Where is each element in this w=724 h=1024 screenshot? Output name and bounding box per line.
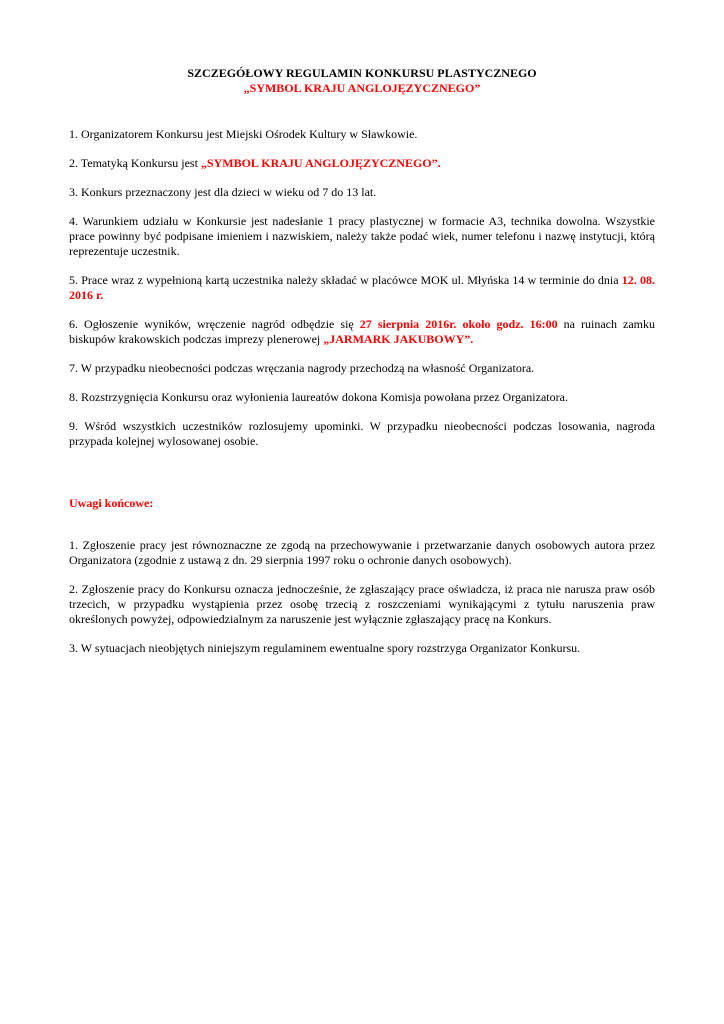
rule-6-event: „JARMARK JAKUBOWY”.: [323, 332, 474, 346]
final-note-3: 3. W sytuacjach nieobjętych niniejszym regulaminem ewentualne spory rozstrzyga Organizator Konkursu.: [69, 641, 581, 655]
document-subtitle: „SYMBOL KRAJU ANGLOJĘZYCZNEGO”: [243, 81, 481, 95]
rule-5-deadline: 12. 08. 2016 r.: [69, 273, 656, 302]
rule-4: 4. Warunkiem udziału w Konkursie jest nadesłanie 1 pracy plastycznej w formacie A3, technika dowolna. Wszystkie prace powinny być podpisane imieniem i nazwiskiem, należy także podać wiek, numer telefonu i nazwę instytucji, którą reprezentuje uczestnik.: [69, 214, 655, 258]
rule-9: 9. Wśród wszystkich uczestników rozlosujemy upominki. W przypadku nieobecności podczas losowania, nagroda przypada kolejnej wylosowanej osobie.: [69, 419, 655, 448]
rule-2: [69, 156, 655, 171]
rule-1: 1. Organizatorem Konkursu jest Miejski Ośrodek Kultury w Sławkowie.: [69, 127, 418, 141]
document-page: [69, 66, 655, 656]
final-note-2: 2. Zgłoszenie pracy do Konkursu oznacza jednocześnie, że zgłaszający prace oświadcza, iż praca nie narusza praw osób trzecich, w przypadku wystąpienia przez osobę trzecią z roszczeniami wynikającymi z tytułu naruszenia praw określonych powyżej, odpowiedzialnym za naruszenie jest wyłącznie zgłaszający pracę na Konkurs.: [69, 582, 655, 626]
rule-2-highlight: „SYMBOL KRAJU ANGLOJĘZYCZNEGO”.: [200, 156, 441, 170]
rule-7: 7. W przypadku nieobecności podczas wręczania nagrody przechodzą na własność Organizatora.: [69, 361, 535, 375]
rule-5-text: 5. Prace wraz z wypełnioną kartą uczestnika należy składać w placówce MOK ul. Młyńska 14 w terminie do dnia: [69, 273, 622, 287]
rule-6: [69, 317, 655, 347]
rule-6-date: 27 sierpnia 2016r. około godz. 16:00: [359, 317, 558, 331]
final-notes-heading: Uwagi końcowe:: [69, 496, 154, 510]
final-note-1: 1. Zgłoszenie pracy jest równoznaczne ze zgodą na przechowywanie i przetwarzanie danych osobowych autora przez Organizatora (zgodnie z ustawą z dn. 29 sierpnia 1997 roku o ochronie danych osobowych).: [69, 538, 655, 567]
rule-2-text: 2. Tematyką Konkursu jest: [69, 156, 201, 170]
rule-5: [69, 273, 655, 303]
rule-3: 3. Konkurs przeznaczony jest dla dzieci w wieku od 7 do 13 lat.: [69, 185, 377, 199]
rule-8: 8. Rozstrzygnięcia Konkursu oraz wyłonienia laureatów dokona Komisja powołana przez Organizatora.: [69, 390, 568, 404]
rule-6-text-2: na ruinach zamku biskupów krakowskich podczas imprezy plenerowej: [69, 317, 656, 346]
rule-6-text-1: 6. Ogłoszenie wyników, wręczenie nagród odbędzie się: [69, 317, 360, 331]
document-title: SZCZEGÓŁOWY REGULAMIN KONKURSU PLASTYCZNEGO: [187, 66, 537, 80]
